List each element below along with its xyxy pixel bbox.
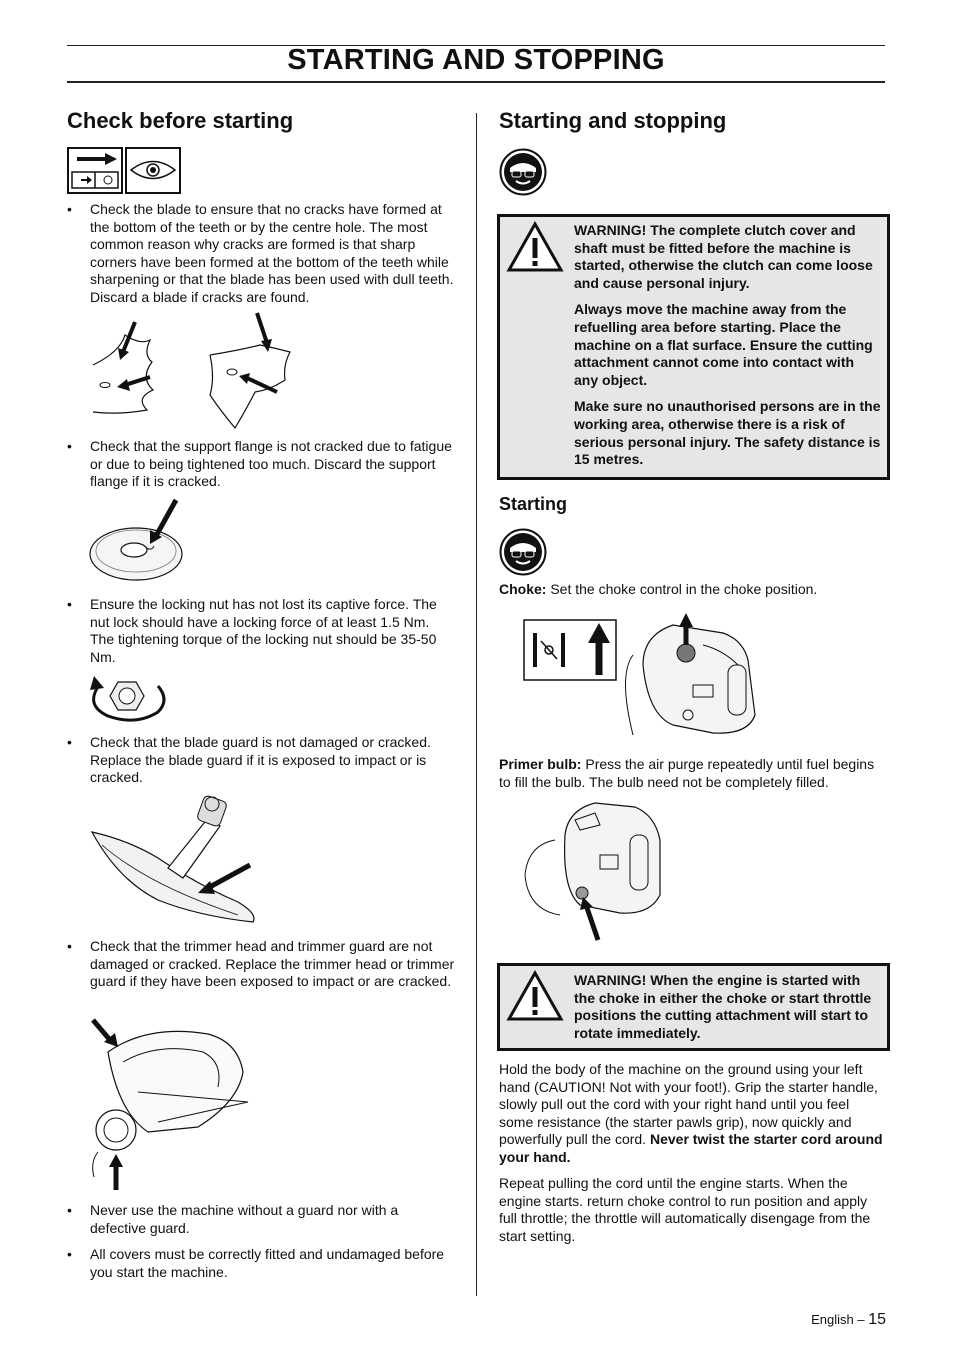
column-separator xyxy=(476,113,477,1296)
bullet-locking-nut: • Ensure the locking nut has not lost its captive force. The nut lock should have a locking force of at least 1.5 Nm. The tightening torque of the locking nut should be 35-50 Nm. xyxy=(67,596,437,665)
protective-equipment-icon-2 xyxy=(499,528,547,576)
bullet-covers-fitted: • All covers must be correctly fitted and undamaged before you start the machine. xyxy=(67,1246,445,1280)
bullet-blade-cracks: • Check the blade to ensure that no cracks have formed at the bottom of the teeth or by the centre hole. The most common reason why cracks are formed is that sharp corners have been formed at the bottom of the teeth while sharpening or that the blade has been used with dull teeth. Discard a blade if cracks are found. xyxy=(67,201,454,305)
warning-box-clutch xyxy=(497,214,890,480)
starting-subheading: Starting xyxy=(499,494,568,514)
warning-box-choke xyxy=(497,963,890,1051)
support-flange-illustration xyxy=(88,496,198,586)
header-bottom-rule xyxy=(67,81,885,83)
bullet-blade-guard: • Check that the blade guard is not damaged or cracked. Replace the blade guard if it is exposed to impact or is cracked. xyxy=(67,734,431,785)
check-before-starting-heading: Check before starting xyxy=(67,108,294,133)
check-inspect-symbols xyxy=(67,147,182,194)
primer-bulb-illustration xyxy=(520,795,670,945)
primer-bulb-paragraph: Primer bulb: Press the air purge repeatedly until fuel begins to fill the bulb. The bulb need not be completely filled. xyxy=(499,756,875,790)
warning-clutch-text: WARNING! The complete clutch cover and shaft must be fitted before the machine is started, otherwise the clutch can come loose and cause personal injury. xyxy=(574,222,873,291)
blade-crack-illustration xyxy=(85,310,300,430)
page-footer: English – 15 xyxy=(811,1311,886,1328)
starting-and-stopping-heading: Starting and stopping xyxy=(499,108,727,133)
page-number: 15 xyxy=(868,1311,886,1328)
bullet-trimmer-head: • Check that the trimmer head and trimmer guard are not damaged or cracked. Replace the trimmer head or trimmer guard if they have been exposed to impact or are cracked. xyxy=(67,938,455,989)
warning-refuelling-text: Always move the machine away from the refuelling area before starting. Place the machine on a flat surface. Ensure the cutting attachment cannot come into contact with any object. xyxy=(574,301,873,388)
warning-triangle-icon xyxy=(506,221,564,273)
protective-equipment-icon xyxy=(499,148,547,196)
trimmer-guard-illustration xyxy=(88,1012,253,1190)
blade-guard-illustration xyxy=(88,790,283,928)
warning-safety-distance-text: Make sure no unauthorised persons are in the working area, otherwise there is a risk of serious personal injury. The safety distance is 15 metres. xyxy=(574,398,881,468)
hold-machine-paragraph: Hold the body of the machine on the ground using your left hand (CAUTION! Not with your foot!). Grip the starter handle, slowly pull out the cord with your right hand until you feel some resistance (the starter pawls grip), now quickly and powerfully pull the cord. Never twist the starter cord around your hand. xyxy=(499,1061,883,1165)
eye-icon xyxy=(126,148,180,193)
page-title: STARTING AND STOPPING xyxy=(287,44,665,76)
locking-nut-illustration xyxy=(88,670,168,726)
choke-illustration xyxy=(523,605,773,745)
choke-paragraph: Choke: Set the choke control in the choke position. xyxy=(499,581,818,597)
warning-triangle-icon-2 xyxy=(506,970,564,1022)
bullet-support-flange: • Check that the support flange is not cracked due to fatigue or due to being tightened too much. Discard the support flange if it is cracked. xyxy=(67,438,452,489)
warning-choke-text: WARNING! When the engine is started with the choke in either the choke or start throttle positions the cutting attachment will start to rotate immediately. xyxy=(574,972,872,1041)
bullet-never-without-guard: • Never use the machine without a guard nor with a defective guard. xyxy=(67,1202,399,1236)
repeat-pulling-paragraph: Repeat pulling the cord until the engine starts. When the engine starts. return choke control to run position and apply full throttle; the throttle will automatically disengage from the start setting. xyxy=(499,1175,871,1244)
arrow-book-icon xyxy=(68,148,122,193)
